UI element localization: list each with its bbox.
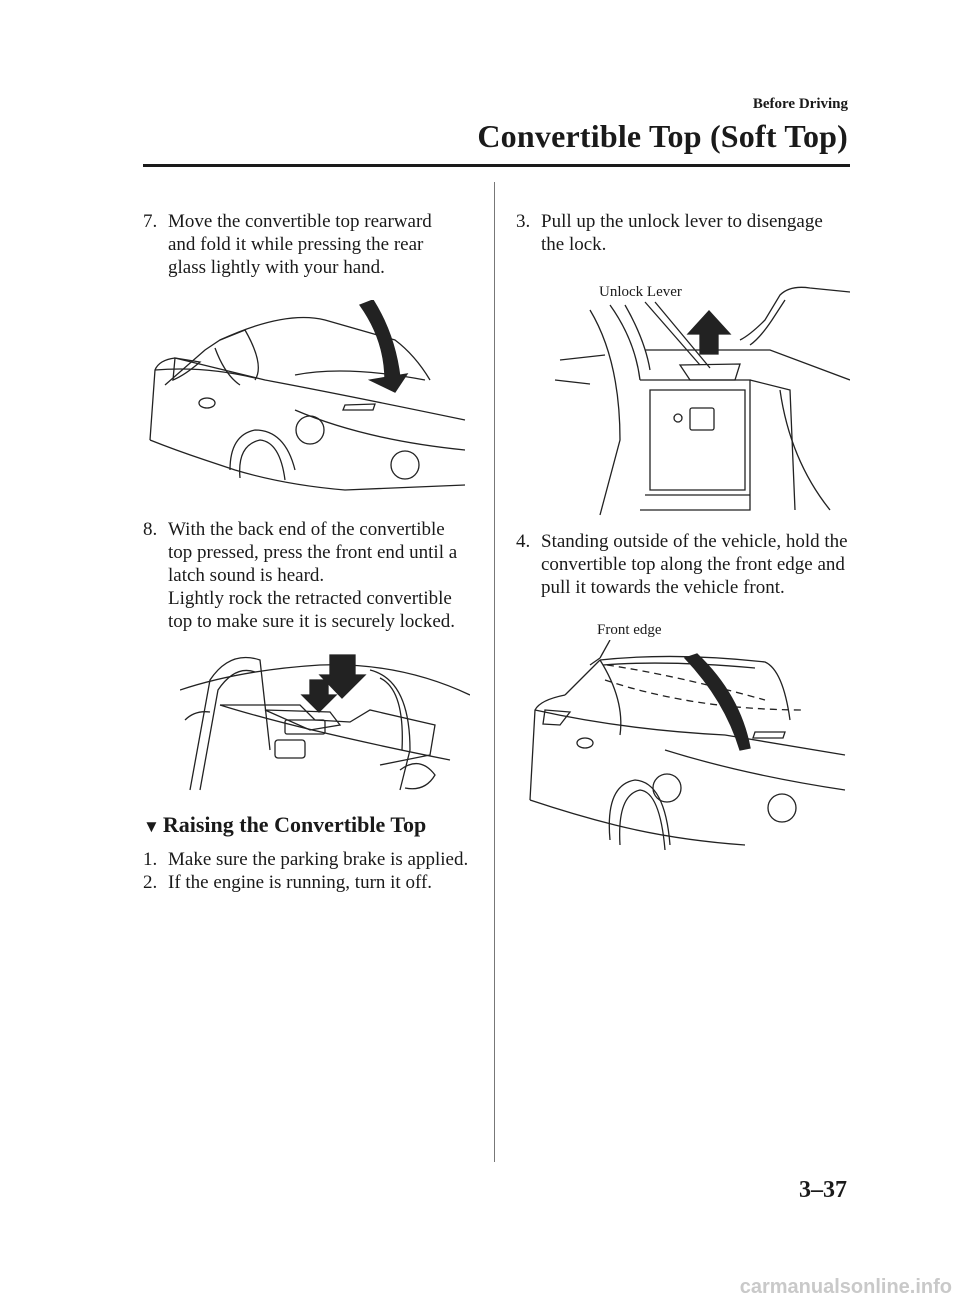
page-number: 3–37 [799,1177,847,1203]
step-number: 4. [516,531,531,552]
step-number: 2. [143,872,158,893]
step-1 [143,848,483,871]
column-divider [494,182,495,1162]
page-title: Convertible Top (Soft Top) [477,118,848,154]
step-text: Move the convertible top rearward and fold it while pressing the rear glass lightly with your hand. [168,211,432,278]
step-8 [143,518,463,633]
header-section: Before Driving [752,96,848,112]
figure-press-front-end [180,650,470,795]
step-7 [143,210,463,279]
step-text-2: Lightly rock the retracted convertible top to make sure it is securely locked. [168,588,456,632]
step-text: If the engine is running, turn it off. [168,872,433,893]
step-number: 1. [143,849,158,870]
figure-pull-front-edge [525,640,850,860]
step-2 [143,871,483,894]
footer-watermark: carmanualsonline.info [739,1276,952,1298]
section-heading [143,812,426,838]
step-4 [516,530,856,599]
step-text: Pull up the unlock lever to disengage the lock. [541,211,823,255]
header-rule [143,164,850,167]
step-number: 8. [143,519,158,540]
figure-fold-top [145,300,475,500]
callout-front-edge: Front edge [597,622,662,638]
step-text: Standing outside of the vehicle, hold the convertible top along the front edge and pull it towards the vehicle front. [541,531,848,598]
triangle-marker-icon: ▼ [143,817,160,836]
callout-unlock-lever: Unlock Lever [599,284,682,300]
step-number: 7. [143,211,158,232]
step-number: 3. [516,211,531,232]
step-text: Make sure the parking brake is applied. [168,849,469,870]
figure-unlock-lever [550,280,850,520]
section-heading-text: Raising the Convertible Top [162,812,427,837]
step-3 [516,210,846,256]
step-text: With the back end of the convertible top pressed, press the front end until a latch sound is heard. [168,519,458,586]
